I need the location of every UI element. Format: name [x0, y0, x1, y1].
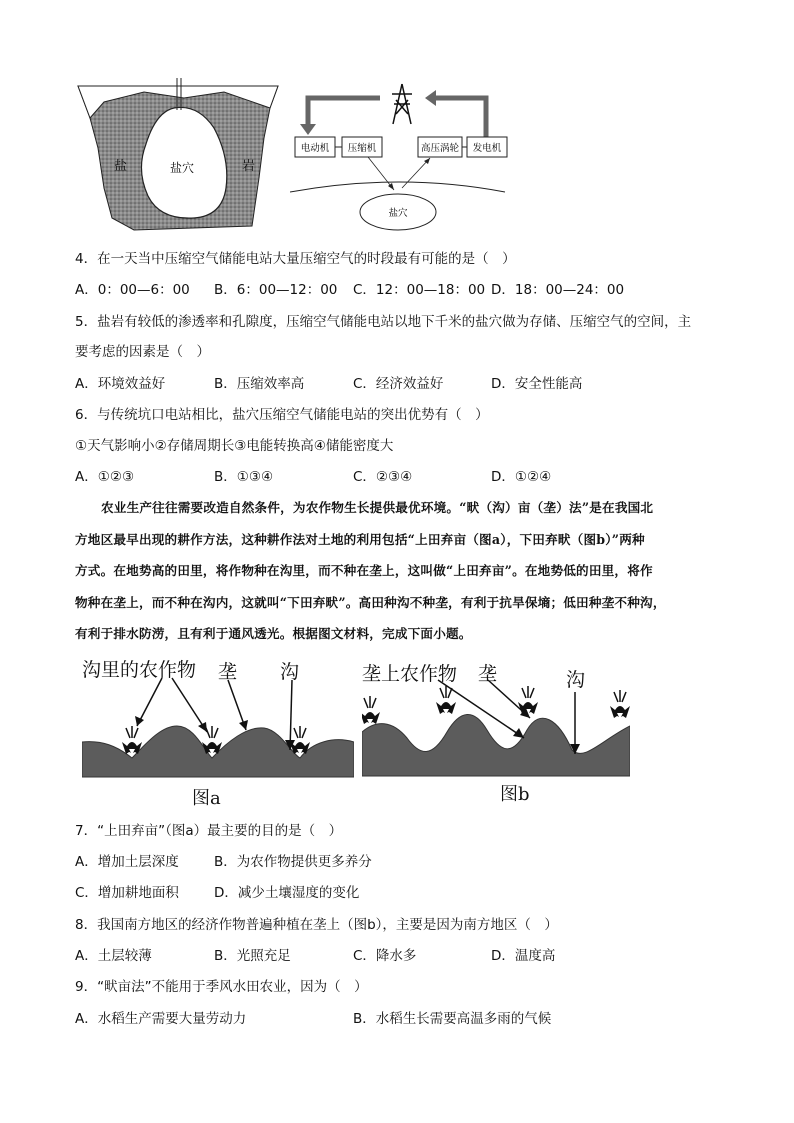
- figure-b-crop-label: 垄上农作物: [362, 663, 458, 685]
- question-6-option-c: C．②③④: [353, 469, 413, 485]
- question-5-option-c: C．经济效益好: [353, 376, 444, 392]
- svg-text:发电机: 发电机: [472, 143, 502, 154]
- passage-line: 方地区最早出现的耕作方法，这种耕作法对土地的利用包括“上田弃亩（图a），下田弃畎（图b）”两种: [75, 531, 645, 547]
- question-5-option-d: D．安全性能高: [491, 376, 583, 392]
- question-6-stem: 6．与传统坑口电站相比，盐穴压缩空气储能电站的突出优势有（ ）: [75, 407, 489, 423]
- passage-line: 物种在垄上，而不种在沟内，这就叫“下田弃畎”。高田种沟不种垄，有利于抗旱保墒；低田种垄不种沟，: [75, 594, 666, 610]
- cave-label: 盐穴: [170, 161, 195, 175]
- svg-text:压缩机: 压缩机: [347, 143, 377, 154]
- figure-a-caption: 图a: [192, 788, 221, 808]
- cave-label-flow: 盐穴: [388, 208, 408, 219]
- question-8-option-b: B．光照充足: [214, 948, 291, 964]
- figure-b-ridge-label: 垄: [478, 663, 498, 685]
- question-4-stem: 4．在一天当中压缩空气储能电站大量压缩空气的时段最有可能的是（ ）: [75, 251, 516, 267]
- question-7-option-b: B．为农作物提供更多养分: [214, 854, 372, 870]
- question-8-option-a: A．土层较薄: [75, 948, 152, 964]
- salt-label: 盐: [114, 159, 128, 174]
- question-7-option-d: D．减少土壤湿度的变化: [214, 885, 360, 901]
- rock-label: 岩: [242, 159, 256, 174]
- question-4-option-d: D．18：00—24：00: [491, 282, 625, 298]
- energy-storage-flow-figure: [290, 80, 510, 232]
- compressor-box: [342, 137, 382, 157]
- question-5-stem-line2: 要考虑的因素是（ ）: [75, 344, 210, 360]
- question-5-stem-line1: 5．盐岩有较低的渗透率和孔隙度，压缩空气储能电站以地下千米的盐穴做为存储、压缩空气的空间，主: [75, 314, 692, 330]
- figure-a-crop-label: 沟里的农作物: [82, 659, 197, 681]
- question-7-option-a: A．增加土层深度: [75, 854, 179, 870]
- question-9-option-b: B．水稻生长需要高温多雨的气候: [353, 1011, 552, 1027]
- generator-box: [467, 137, 507, 157]
- passage-line: 有利于排水防涝，且有利于通风透光。根据图文材料，完成下面小题。: [75, 626, 472, 641]
- question-9-option-a: A．水稻生产需要大量劳动力: [75, 1011, 247, 1027]
- figure-a-ditch-label: 沟: [280, 661, 300, 683]
- svg-text:电动机: 电动机: [300, 143, 330, 154]
- question-8-stem: 8．我国南方地区的经济作物普遍种植在垄上（图b），主要是因为南方地区（ ）: [75, 917, 558, 933]
- question-7-stem: 7．“上田弃亩”（图a）最主要的目的是（ ）: [75, 823, 343, 839]
- motor-box: [295, 137, 335, 157]
- question-4-option-c: C．12：00—18：00: [353, 282, 486, 298]
- figure-a-ridge-label: 垄: [218, 661, 238, 683]
- question-4-option-b: B．6：00—12：00: [214, 282, 338, 298]
- question-4-option-a: A．0：00—6：00: [75, 282, 190, 298]
- figure-b-ditch-label: 沟: [566, 669, 586, 691]
- svg-text:高压涡轮: 高压涡轮: [420, 143, 460, 154]
- power-tower-icon: [392, 84, 412, 124]
- figure-a: [82, 656, 354, 808]
- question-5-option-b: B．压缩效率高: [214, 376, 305, 392]
- passage: [75, 492, 727, 650]
- passage-line: 农业生产往往需要改造自然条件，为农作物生长提供最优环境。“畎（沟）亩（垄）法”是在我国北: [101, 500, 654, 515]
- figure-b: [362, 658, 630, 806]
- question-8-option-d: D．温度高: [491, 948, 556, 964]
- question-5-option-a: A．环境效益好: [75, 376, 166, 392]
- question-6-choices: ①天气影响小②存储周期长③电能转换高④储能密度大: [75, 438, 394, 454]
- figure-b-caption: 图b: [500, 784, 530, 805]
- question-8-option-c: C．降水多: [353, 948, 417, 964]
- question-9-stem: 9．“畎亩法”不能用于季风水田农业，因为（ ）: [75, 979, 368, 995]
- passage-line: 方式。在地势高的田里，将作物种在沟里，而不种在垄上，这叫做“上田弃亩”。在地势低的田里，将作: [75, 563, 653, 578]
- question-7-option-c: C．增加耕地面积: [75, 885, 179, 901]
- question-6-option-a: A．①②③: [75, 469, 135, 485]
- salt-cave-figure: [74, 78, 286, 238]
- question-6-option-d: D．①②④: [491, 469, 552, 485]
- turbine-box: [418, 137, 462, 157]
- question-6-option-b: B．①③④: [214, 469, 274, 485]
